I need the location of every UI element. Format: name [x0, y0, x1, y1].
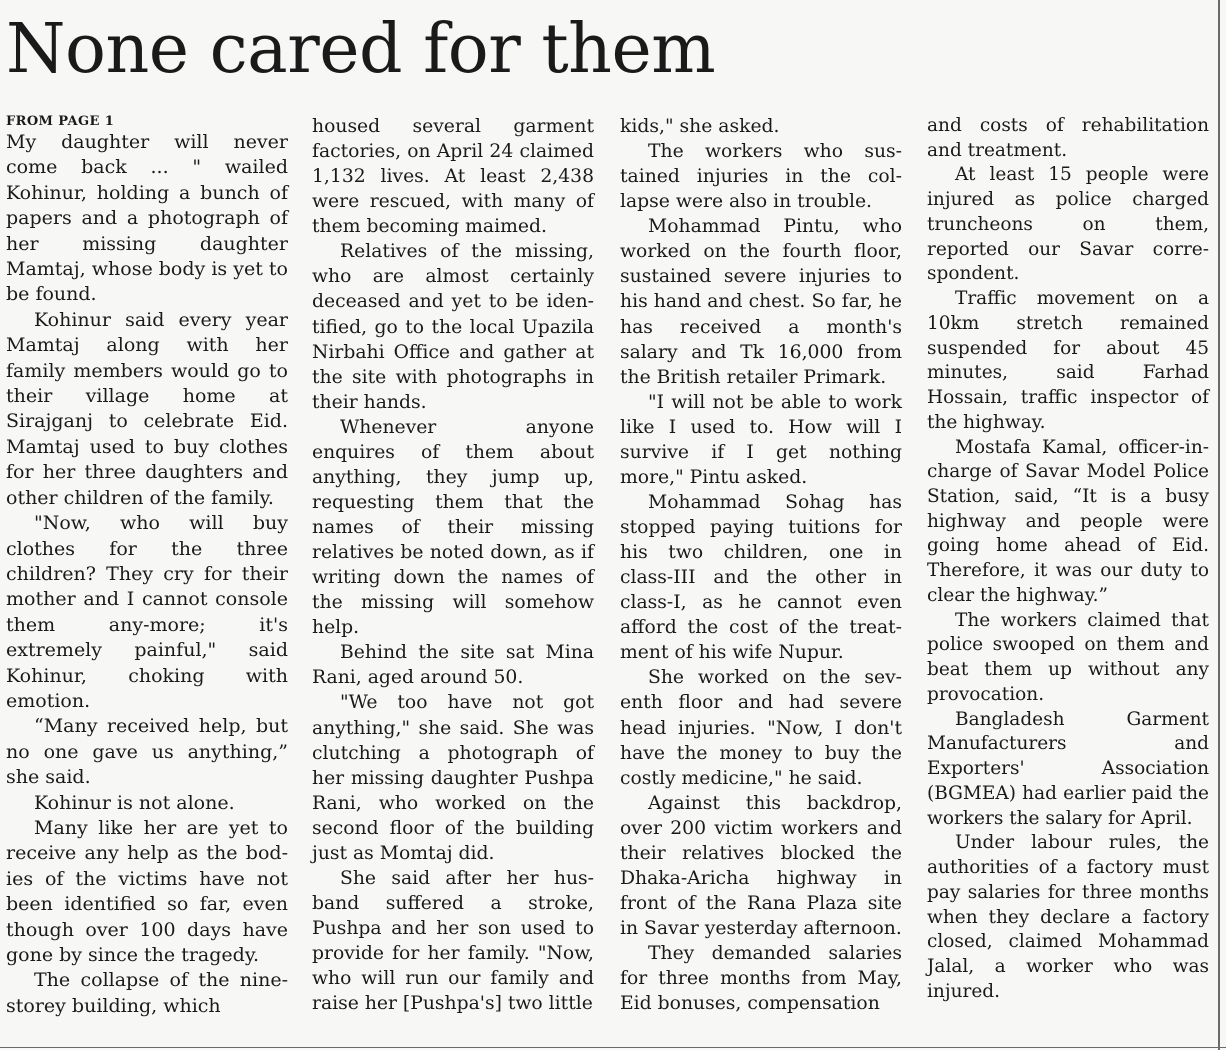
paragraph: Whenever anyone enquires of them about anything, they jump up, requesting them that the names of their missing relatives be noted down, as if writing down the names of the missing will somehow help. [312, 416, 594, 639]
paragraph: The workers who sus-tained injuries in the col-lapse were also in trouble. [620, 141, 902, 213]
paragraph: "Now, who will buy clothes for the three children? They cry for their mother and I cannot console them any-more; it's extremely painful," said Kohinur, choking with emotion. [6, 512, 288, 712]
paragraph: Mohammad Sohag has stopped paying tuitions for his two children, one in class-III and the other in class-I, as he cannot even afford the cost of the treat-ment of his wife Nupur. [620, 491, 902, 664]
paragraph: She worked on the sev-enth floor and had severe head injuries. "Now, I don't have the money to buy the costly medicine," he said. [620, 667, 902, 789]
paragraph: The collapse of the nine-storey building, which [6, 969, 288, 1017]
paragraph: Traffic movement on a 10km stretch remained suspended for about 45 minutes, said Farhad Hossain, traffic inspector of the highway. [927, 288, 1209, 433]
paragraph: At least 15 people were injured as police charged truncheons on them, reported our Savar corre-spondent. [927, 164, 1209, 285]
paragraph: and costs of rehabilitation and treatment. [927, 115, 1209, 161]
paragraph: housed several garment factories, on April 24 claimed 1,132 lives. At least 2,438 were rescued, with many of them becoming maimed. [312, 116, 594, 238]
article-column-2 [312, 114, 594, 1016]
paragraph: Against this backdrop, over 200 victim workers and their relatives blocked the Dhaka-Aricha highway in front of the Rana Plaza site in Savar yesterday afternoon. [620, 792, 902, 939]
paragraph: The workers claimed that police swooped on them and beat them up without any provocation. [927, 609, 1209, 705]
paragraph: My daughter will never come back ... " wailed Kohinur, holding a bunch of papers and a photograph of her missing daughter Mamtaj, whose body is yet to be found. [6, 131, 288, 306]
article-column-3 [620, 114, 902, 1016]
paragraph: She said after her hus-band suffered a stroke, Pushpa and her son used to provide for her family. "Now, who will run our family and raise her [Pushpa's] two little [312, 867, 594, 1015]
paragraph: Mostafa Kamal, officer-in-charge of Savar Model Police Station, said, “It is a busy highway and people were going home ahead of Eid. Therefore, it was our duty to clear the highway.” [927, 436, 1209, 606]
paragraph: Many like her are yet to receive any help as the bod-ies of the victims have not been identified so far, even though over 100 days have gone by since the tragedy. [6, 816, 288, 966]
paragraph: kids," she asked. [620, 116, 780, 137]
right-border-rule [1218, 0, 1220, 1050]
paragraph: Kohinur said every year Mamtaj along with her family members would go to their village home at Sirajganj to celebrate Eid. Mamtaj used to buy clothes for her three daughters and other children of the family. [6, 308, 288, 509]
paragraph: Bangladesh Garment Manufacturers and Exporters' Association (BGMEA) had earlier paid the workers the salary for April. [927, 708, 1209, 829]
paragraph: "I will not be able to work like I used to. How will I survive if I get nothing more," Pintu asked. [620, 391, 902, 488]
article-column-4 [927, 114, 1209, 1004]
article-column-1 [6, 114, 288, 1019]
headline: None cared for them [6, 10, 716, 89]
paragraph: They demanded salaries for three months from May, Eid bonuses, compensation [620, 943, 902, 1015]
paragraph: “Many received help, but no one gave us anything,” she said. [6, 715, 288, 789]
paragraph: Relatives of the missing, who are almost certainly deceased and yet to be iden-tified, go to the local Upazila Nirbahi Office and gather at the site with photographs in their hands. [312, 241, 594, 413]
paragraph: "We too have not got anything," she said. She was clutching a photograph of her missing daughter Pushpa Rani, who worked on the second floor of the building just as Momtaj did. [312, 692, 594, 864]
bottom-border-rule [0, 1047, 1226, 1048]
paragraph: Under labour rules, the authorities of a factory must pay salaries for three months when they declare a factory closed, claimed Mohammad Jalal, a worker who was injured. [927, 832, 1209, 1002]
from-page-kicker: FROM PAGE 1 [6, 114, 115, 129]
paragraph: Mohammad Pintu, who worked on the fourth floor, sustained severe injuries to his hand and chest. So far, he has received a month's salary and Tk 16,000 from the British retailer Primark. [620, 216, 902, 388]
paragraph: Kohinur is not alone. [34, 791, 235, 814]
paragraph: Behind the site sat Mina Rani, aged around 50. [312, 642, 594, 689]
